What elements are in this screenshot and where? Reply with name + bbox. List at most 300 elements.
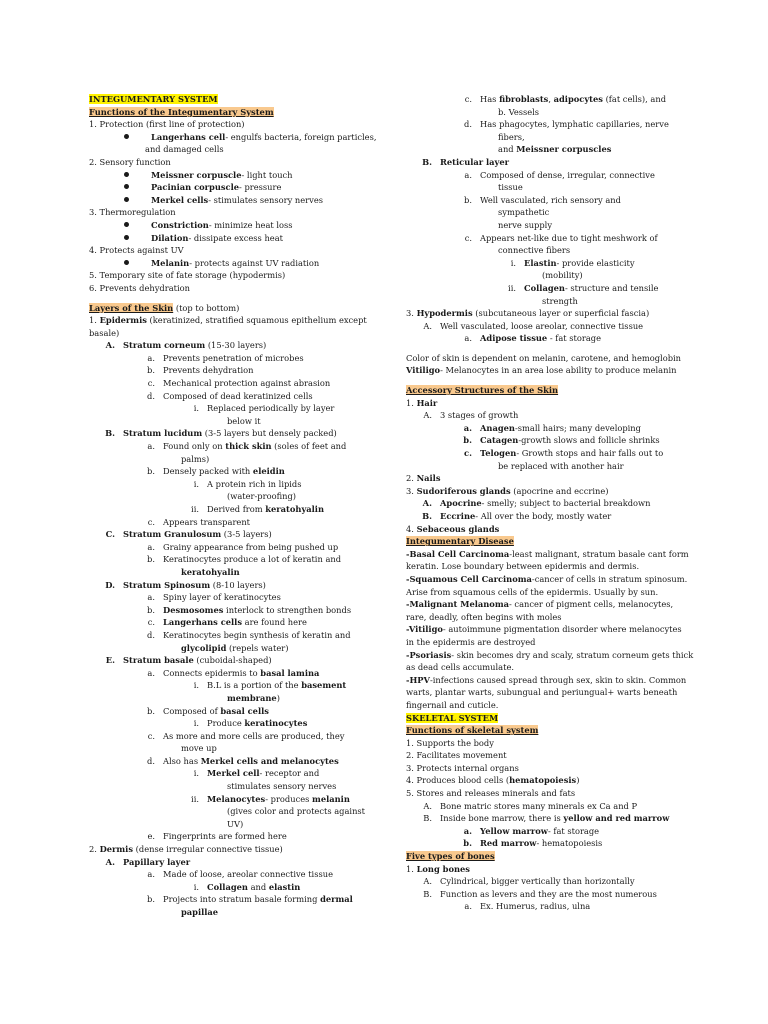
text-line: [406, 397, 680, 410]
section-heading: [406, 850, 680, 863]
text-line: [406, 143, 680, 156]
text-line: [406, 460, 680, 473]
bold-term: dermal: [320, 894, 353, 905]
list-item: [89, 705, 389, 718]
text-run: sympathetic: [498, 207, 550, 218]
bold-term: Hair: [416, 397, 438, 408]
list-item: [89, 503, 389, 516]
list-marker: a.: [464, 901, 472, 912]
spacer: [89, 295, 389, 302]
text-run: (water-proofing): [227, 491, 296, 502]
text-line: [89, 453, 389, 466]
list-marker: d.: [147, 755, 155, 766]
list-marker: b.: [147, 365, 155, 376]
text-line: [406, 181, 680, 194]
bold-term: basal lamina: [260, 667, 320, 678]
list-item: [89, 339, 389, 352]
bold-term: melanin: [312, 793, 350, 804]
text-line: [89, 805, 389, 818]
list-marker: d.: [464, 119, 472, 130]
bold-term: Collagen: [524, 282, 565, 293]
list-marker: B.: [105, 428, 115, 439]
text-run: - hematopoiesis: [536, 838, 603, 849]
text-run: - pressure: [239, 182, 282, 193]
heading-text: Layers of the Skin: [89, 302, 174, 313]
bold-term: adipocytes: [553, 94, 603, 104]
list-marker: ii.: [191, 793, 199, 804]
text-run: nerve supply: [498, 219, 553, 230]
bold-term: Stratum Granulosum: [123, 529, 222, 540]
text-line: [406, 686, 680, 699]
line-text: [480, 170, 655, 180]
list-item: [406, 447, 680, 460]
line-text: [480, 826, 599, 836]
text-run: UV): [227, 818, 244, 829]
list-marker: B.: [423, 813, 432, 824]
line-text: [406, 549, 689, 559]
line-text: [406, 524, 499, 534]
text-line: [89, 692, 389, 705]
line-text: [89, 270, 285, 280]
line-text: [406, 308, 649, 318]
text-run: ,: [548, 94, 554, 104]
bullet-dot-icon: [124, 134, 129, 139]
list-item: [406, 434, 680, 447]
text-run: (3-5 layers but densely packed): [202, 428, 337, 439]
list-item: [89, 364, 389, 377]
text-run: rare, deadly, often begins with moles: [406, 611, 562, 622]
line-text: [440, 410, 518, 420]
line-text: [163, 542, 338, 552]
list-item: [406, 900, 680, 913]
list-marker: A.: [423, 876, 432, 887]
line-text: [151, 220, 293, 230]
section-heading: [406, 712, 680, 725]
list-item: [89, 181, 389, 194]
line-text: [163, 630, 351, 640]
text-line: [89, 244, 389, 257]
line-text: [498, 245, 570, 255]
right-column: [406, 93, 694, 913]
list-marker: B.: [422, 511, 432, 521]
text-run: 4. Protects against UV: [89, 245, 184, 256]
list-marker: b.: [147, 894, 155, 905]
list-item: [89, 232, 389, 245]
text-run: 3.: [406, 308, 417, 319]
list-marker: b.: [464, 194, 472, 205]
text-run: Well vasculated, loose areolar, connective tissue: [440, 320, 644, 331]
line-text: [542, 270, 583, 280]
section-heading: [406, 384, 680, 397]
bold-term: basement: [301, 680, 347, 691]
text-run: Appears transparent: [163, 516, 250, 527]
text-run: ): [576, 775, 580, 786]
line-text: [181, 454, 209, 464]
bold-term: Stratum lucidum: [123, 428, 203, 439]
list-marker: c.: [147, 516, 155, 527]
bold-term: eleidin: [252, 466, 285, 477]
text-run: Derived from: [207, 504, 266, 514]
bullet-icon: [117, 181, 143, 194]
text-run: Composed of dead keratinized cells: [163, 390, 313, 401]
line-text: [480, 838, 602, 848]
line-text: [406, 750, 507, 760]
bold-term: Merkel cell: [207, 768, 260, 779]
text-run: 1.: [406, 397, 417, 408]
line-text: [480, 119, 669, 129]
list-marker: i.: [510, 257, 516, 268]
text-line: [406, 774, 680, 787]
list-marker: i.: [193, 680, 199, 691]
text-line: [406, 472, 680, 485]
list-item: [89, 793, 389, 806]
line-text: [498, 207, 549, 217]
bullet-icon: [117, 219, 143, 232]
list-item: [406, 332, 680, 345]
text-line: [406, 307, 680, 320]
bold-term: -Basal Cell Carcinoma: [406, 548, 510, 559]
bold-term: -Vitiligo: [406, 624, 443, 635]
bold-term: papillae: [181, 907, 219, 917]
list-item: [406, 409, 680, 422]
list-item: [89, 541, 389, 554]
bold-term: Melanin: [151, 257, 190, 268]
line-text: [163, 517, 250, 527]
list-item: [89, 402, 389, 415]
text-line: [406, 623, 680, 636]
line-text: [480, 333, 601, 343]
text-run: 3 stages of growth: [440, 410, 519, 421]
line-text: [163, 668, 319, 678]
line-text: [406, 650, 693, 660]
text-line: [406, 352, 680, 365]
bold-term: Meissner corpuscles: [516, 144, 612, 155]
line-text: [151, 233, 283, 243]
list-marker: A.: [423, 320, 432, 331]
text-run: - All over the body, mostly water: [475, 511, 612, 521]
list-item: [406, 320, 680, 333]
text-line: [406, 611, 680, 624]
heading-text: Integumentary Disease: [406, 536, 514, 547]
list-marker: a.: [147, 869, 155, 880]
bold-term: Adipose tissue: [480, 333, 548, 344]
list-item: [89, 856, 389, 869]
text-run: - engulfs bacteria, foreign particles,: [225, 131, 377, 142]
line-text: [151, 170, 293, 180]
bullet-icon: [117, 131, 143, 144]
text-line: [406, 573, 688, 586]
list-item: [89, 352, 389, 365]
text-run: b. Vessels: [498, 106, 540, 117]
text-run: 1. Supports the body: [406, 737, 494, 748]
list-marker: a.: [147, 441, 155, 452]
text-run: Produce: [207, 718, 245, 729]
line-text: [163, 441, 346, 451]
bullet-dot-icon: [124, 235, 129, 240]
line-text: [163, 894, 353, 904]
text-run: (subcutaneous layer or superficial fascia): [472, 308, 650, 319]
line-text: [207, 882, 300, 892]
bold-term: Hypodermis: [416, 308, 473, 319]
list-marker: i.: [193, 478, 199, 489]
bold-term: Langerhans cell: [151, 131, 226, 142]
bold-term: Anagen: [480, 422, 515, 433]
text-line: [406, 523, 680, 536]
text-run: be replaced with another hair: [498, 460, 624, 471]
text-line: [406, 737, 680, 750]
line-text: [406, 574, 687, 584]
line-text: [123, 580, 266, 590]
line-text: [207, 479, 302, 489]
line-text: [163, 466, 285, 476]
bold-term: Melanocytes: [207, 793, 266, 804]
text-run: (fat cells), and: [602, 94, 667, 104]
text-run: Projects into stratum basale forming: [163, 894, 321, 905]
line-text: [498, 144, 611, 154]
list-item: [406, 257, 680, 270]
text-run: Color of skin is dependent on melanin, carotene, and hemoglobin: [406, 352, 682, 363]
bullet-dot-icon: [124, 172, 129, 177]
line-text: [406, 599, 673, 609]
text-run: - cancer of pigment cells, melanocytes,: [508, 599, 674, 610]
line-text: [89, 207, 176, 217]
list-item: [406, 422, 680, 435]
list-item: [89, 465, 389, 478]
bullet-icon: [117, 194, 143, 207]
list-marker: ii.: [191, 504, 199, 514]
list-item: [89, 730, 389, 743]
list-item: [89, 893, 389, 906]
text-line: [406, 863, 680, 876]
list-item: [406, 825, 680, 838]
text-line: [406, 106, 680, 119]
text-run: tissue: [498, 182, 523, 193]
list-marker: A.: [422, 498, 432, 509]
line-text: [207, 794, 350, 804]
text-run: Replaced periodically by layer: [207, 403, 335, 414]
line-text: [89, 844, 283, 854]
text-run: Bone matric stores many minerals ex Ca and P: [440, 800, 638, 811]
text-run: - fat storage: [547, 825, 600, 836]
text-run: Mechanical protection against abrasion: [163, 378, 331, 389]
list-marker: D.: [105, 579, 115, 590]
bold-term: Pacinian corpuscle: [151, 182, 240, 193]
line-text: [151, 182, 281, 192]
text-run: 2. Facilitates movement: [406, 750, 507, 761]
line-text: [89, 283, 190, 293]
text-run: and: [498, 144, 517, 155]
list-item: [89, 516, 389, 529]
line-text: [227, 491, 296, 501]
text-run: - dissipate excess heat: [188, 232, 283, 243]
text-run: Keratinocytes produce a lot of keratin and: [163, 554, 342, 565]
text-run: 6. Prevents dehydration: [89, 282, 190, 293]
list-marker: i.: [193, 881, 199, 892]
line-text: [406, 473, 441, 483]
bold-term: -HPV: [406, 674, 430, 685]
text-line: [406, 699, 680, 712]
list-item: [89, 553, 389, 566]
section-heading: [406, 724, 680, 737]
text-line: [89, 843, 389, 856]
line-text: [406, 763, 519, 773]
text-run: Connects epidermis to: [163, 667, 261, 678]
text-run: (dense irregular connective tissue): [133, 844, 283, 855]
line-text: [89, 328, 119, 338]
list-item: [89, 604, 389, 617]
text-run: stimulates sensory nerves: [227, 781, 337, 792]
text-run: (cuboidal-shaped): [193, 655, 272, 666]
list-marker: d.: [147, 390, 155, 401]
line-text: [181, 907, 218, 917]
list-item: [89, 679, 389, 692]
line-text: [207, 768, 319, 778]
bold-term: Langerhans cells: [163, 617, 242, 628]
list-item: [89, 169, 389, 182]
bold-term: keratohyalin: [181, 566, 240, 577]
text-line: [406, 749, 680, 762]
line-text: [163, 353, 304, 363]
list-item: [89, 881, 389, 894]
list-marker: c.: [147, 378, 155, 389]
text-run: 4. Produces blood cells (: [406, 775, 510, 786]
line-text: [123, 340, 266, 350]
text-run: 3.: [406, 485, 417, 496]
line-text: [151, 258, 319, 268]
text-run: Made of loose, areolar connective tissue: [163, 869, 333, 880]
list-item: [89, 194, 389, 207]
text-line: [89, 143, 389, 156]
list-item: [89, 616, 389, 629]
line-text: [163, 831, 287, 841]
text-line: [406, 364, 680, 377]
list-marker: d.: [147, 629, 155, 640]
text-line: [89, 269, 389, 282]
text-run: and damaged cells: [145, 144, 224, 155]
line-text: [480, 195, 621, 205]
list-marker: i.: [193, 403, 199, 414]
list-item: [89, 579, 389, 592]
line-text: [480, 94, 666, 104]
list-marker: A.: [105, 856, 115, 867]
text-run: A protein rich in lipids: [207, 478, 302, 489]
list-item: [89, 654, 389, 667]
bold-term: Reticular layer: [440, 156, 510, 167]
line-text: [406, 637, 535, 647]
line-text: [123, 428, 337, 438]
text-run: (apocrine and eccrine): [510, 485, 609, 496]
bold-term: basal cells: [220, 705, 269, 716]
list-item: [89, 219, 389, 232]
text-run: - receptor and: [259, 768, 320, 779]
bold-term: Red marrow: [480, 838, 537, 849]
text-line: [406, 548, 689, 561]
list-marker: a.: [147, 352, 155, 363]
section-heading: [89, 106, 389, 119]
line-text: [406, 775, 579, 785]
text-run: -infections caused spread through sex, skin to skin. Common: [429, 674, 687, 685]
text-run: Keratinocytes begin synthesis of keratin and: [163, 629, 351, 640]
text-line: [89, 282, 389, 295]
list-marker: c.: [464, 94, 472, 104]
list-marker: A.: [423, 410, 432, 421]
text-run: - protects against UV radiation: [189, 257, 320, 268]
line-text: [89, 157, 171, 167]
text-run: Densely packed with: [163, 466, 253, 477]
text-run: Has phagocytes, lymphatic capillaries, nerve: [480, 119, 669, 130]
text-run: 4.: [406, 523, 417, 534]
text-run: below it: [227, 415, 261, 426]
text-line: [406, 219, 680, 232]
list-item: [406, 837, 680, 850]
text-line: [89, 490, 389, 503]
text-run: Spiny layer of keratinocytes: [163, 592, 281, 603]
text-line: [406, 674, 687, 687]
line-text: [406, 738, 494, 748]
text-line: [406, 206, 680, 219]
line-text: [406, 486, 608, 496]
line-text: [89, 119, 245, 129]
section-heading: [89, 302, 389, 315]
list-marker: a.: [147, 541, 155, 552]
line-text: [440, 889, 657, 899]
text-run: interlock to strengthen bonds: [223, 604, 352, 615]
text-run: 5. Temporary site of fate storage (hypodermis): [89, 270, 286, 281]
text-run: (mobility): [542, 270, 583, 281]
text-run: 2.: [89, 844, 100, 855]
line-text: [163, 554, 341, 564]
text-line: [89, 156, 389, 169]
text-run: Well vasculated, rich sensory and: [480, 194, 621, 205]
text-run: 2. Sensory function: [89, 156, 171, 167]
text-run: As more and more cells are produced, they: [163, 730, 345, 741]
line-text: [406, 398, 437, 408]
text-run: basale): [89, 327, 120, 338]
text-line: [89, 327, 389, 340]
list-marker: i.: [193, 718, 199, 729]
bold-term: Elastin: [524, 257, 557, 268]
line-text: [406, 687, 677, 697]
bullet-dot-icon: [124, 197, 129, 202]
list-item: [89, 257, 389, 270]
text-run: (keratinized, stratified squamous epithelium except: [146, 315, 367, 326]
bold-term: Apocrine: [440, 498, 482, 509]
bold-term: Sebaceous glands: [416, 523, 500, 534]
heading-text: INTEGUMENTARY SYSTEM: [89, 94, 218, 104]
bold-term: Catagen: [480, 435, 519, 446]
line-text: [498, 220, 552, 230]
line-text: [181, 743, 217, 753]
line-text: [480, 423, 641, 433]
text-run: Inside bone marrow, there is: [440, 813, 564, 824]
line-text: [123, 857, 190, 867]
line-text: [89, 245, 184, 255]
text-run: as dead cells accumulate.: [406, 662, 514, 673]
text-line: [406, 586, 680, 599]
text-run: -growth slows and follicle shrinks: [518, 435, 660, 446]
line-text: [163, 869, 333, 879]
text-run: strength: [542, 295, 578, 306]
list-item: [89, 667, 389, 680]
line-text: [406, 353, 681, 363]
text-line: [89, 206, 389, 219]
text-line: [406, 560, 680, 573]
spacer: [406, 377, 680, 384]
bullet-icon: [117, 169, 143, 182]
bold-term: glycolipid: [181, 642, 227, 653]
list-item: [89, 868, 389, 881]
text-run: Fingerprints are formed here: [163, 831, 287, 842]
